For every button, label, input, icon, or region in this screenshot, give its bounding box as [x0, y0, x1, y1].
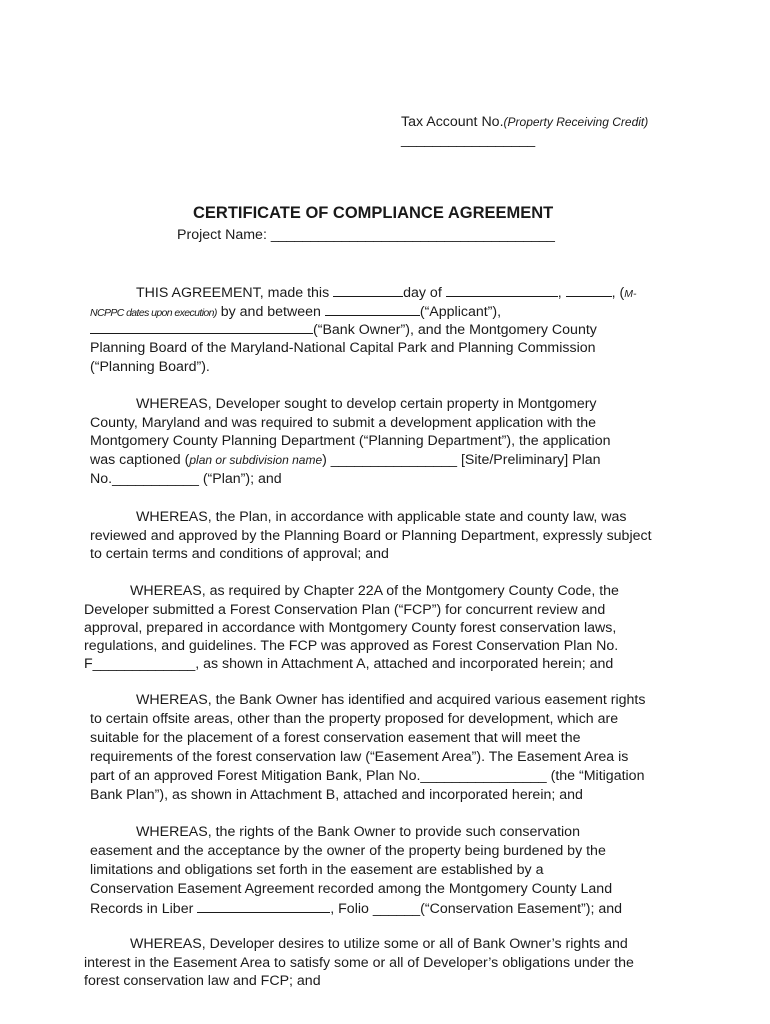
whereas5-line: Conservation Easement Agreement recorded among the Montgomery County Land: [90, 881, 613, 897]
whereas3-line: F_____________, as shown in Attachment A, attached and incorporated herein; and: [84, 656, 614, 672]
agreement-line-4: Planning Board of the Maryland-National Capital Park and Planning Commission: [90, 340, 596, 356]
whereas2-line: reviewed and approved by the Planning Board or Planning Department, expressly subject: [90, 528, 652, 544]
whereas6-line: WHEREAS, Developer desires to utilize some or all of Bank Owner’s rights and: [130, 936, 628, 952]
whereas-text: ) ________________ [Site/Preliminary] Plan: [322, 452, 601, 468]
whereas5-line: WHEREAS, the rights of the Bank Owner to provide such conservation: [136, 824, 580, 840]
whereas2-line: WHEREAS, the Plan, in accordance with applicable state and county law, was: [136, 509, 627, 525]
project-name-blank: ____________________________________: [270, 227, 555, 243]
tax-account-blank: _________________: [401, 132, 536, 148]
plan-name-note: plan or subdivision name: [189, 453, 323, 467]
agreement-line-3: [90, 321, 597, 338]
agreement-line-5: (“Planning Board”).: [90, 359, 210, 375]
whereas3-line: regulations, and guidelines. The FCP was approved as Forest Conservation Plan No.: [84, 638, 619, 654]
tax-account-label: Tax Account No.: [401, 114, 504, 130]
whereas1-line: No.___________ (“Plan”); and: [90, 471, 282, 487]
document-title: CERTIFICATE OF COMPLIANCE AGREEMENT: [193, 204, 554, 222]
date-year-blank: [566, 284, 612, 297]
whereas3-line: approval, prepared in accordance with Montgomery County forest conservation laws,: [84, 620, 617, 636]
whereas1-line: [90, 452, 601, 468]
whereas3-line: WHEREAS, as required by Chapter 22A of the Montgomery County Code, the: [130, 583, 619, 599]
whereas4-line: WHEREAS, the Bank Owner has identified and acquired various easement rights: [136, 692, 646, 708]
agreement-text: , (: [611, 285, 625, 301]
whereas4-line: suitable for the placement of a forest conservation easement that will meet the: [90, 730, 581, 746]
applicant-blank: [325, 303, 420, 316]
whereas5-line: easement and the acceptance by the owner of the property being burdened by the: [90, 843, 606, 859]
tax-account-note: (Property Receiving Credit): [503, 115, 649, 129]
whereas-text: , Folio ______(“Conservation Easement”); and: [330, 901, 623, 917]
agreement-line-2: [90, 303, 501, 320]
agreement-text: ,: [557, 285, 566, 301]
agreement-text: by and between: [216, 304, 325, 320]
project-name-line: [177, 227, 555, 243]
project-name-label: Project Name:: [177, 227, 267, 243]
whereas4-line: requirements of the forest conservation law (“Easement Area”). The Easement Area is: [90, 749, 629, 765]
mncppc-note: M-: [624, 288, 637, 300]
agreement-text: THIS AGREEMENT, made this: [136, 285, 334, 301]
agreement-text: (“Bank Owner”), and the Montgomery County: [313, 322, 597, 338]
whereas4-line: Bank Plan”), as shown in Attachment B, attached and incorporated herein; and: [90, 787, 583, 803]
whereas6-line: forest conservation law and FCP; and: [84, 973, 321, 989]
date-month-blank: [446, 284, 558, 297]
whereas-text: was captioned (: [90, 452, 190, 468]
whereas-text: Records in Liber: [90, 901, 198, 917]
whereas6-line: interest in the Easement Area to satisfy some or all of Developer’s obligations under the: [84, 955, 634, 971]
whereas1-line: WHEREAS, Developer sought to develop certain property in Montgomery: [136, 396, 597, 412]
whereas1-line: Montgomery County Planning Department (“Planning Department”), the application: [90, 433, 611, 449]
mncppc-note: NCPPC dates upon execution): [90, 307, 217, 319]
whereas3-line: Developer submitted a Forest Conservation Plan (“FCP”) for concurrent review and: [84, 602, 606, 618]
whereas1-line: County, Maryland and was required to submit a development application with the: [90, 415, 597, 431]
bank-owner-blank: [90, 321, 313, 334]
liber-blank: [197, 900, 330, 913]
agreement-line-1: [136, 284, 636, 301]
whereas5-line: limitations and obligations set forth in the easement are established by a: [90, 862, 544, 878]
agreement-text: (“Applicant”),: [419, 304, 502, 320]
date-day-blank: [333, 284, 403, 297]
whereas5-line: [90, 900, 622, 917]
agreement-text: day of: [403, 285, 446, 301]
tax-account-line: [401, 114, 648, 130]
whereas4-line: part of an approved Forest Mitigation Bank, Plan No.________________ (the “Mitigation: [90, 768, 645, 784]
whereas4-line: to certain offsite areas, other than the property proposed for development, which are: [90, 711, 619, 727]
whereas2-line: to certain terms and conditions of approval; and: [90, 546, 389, 562]
